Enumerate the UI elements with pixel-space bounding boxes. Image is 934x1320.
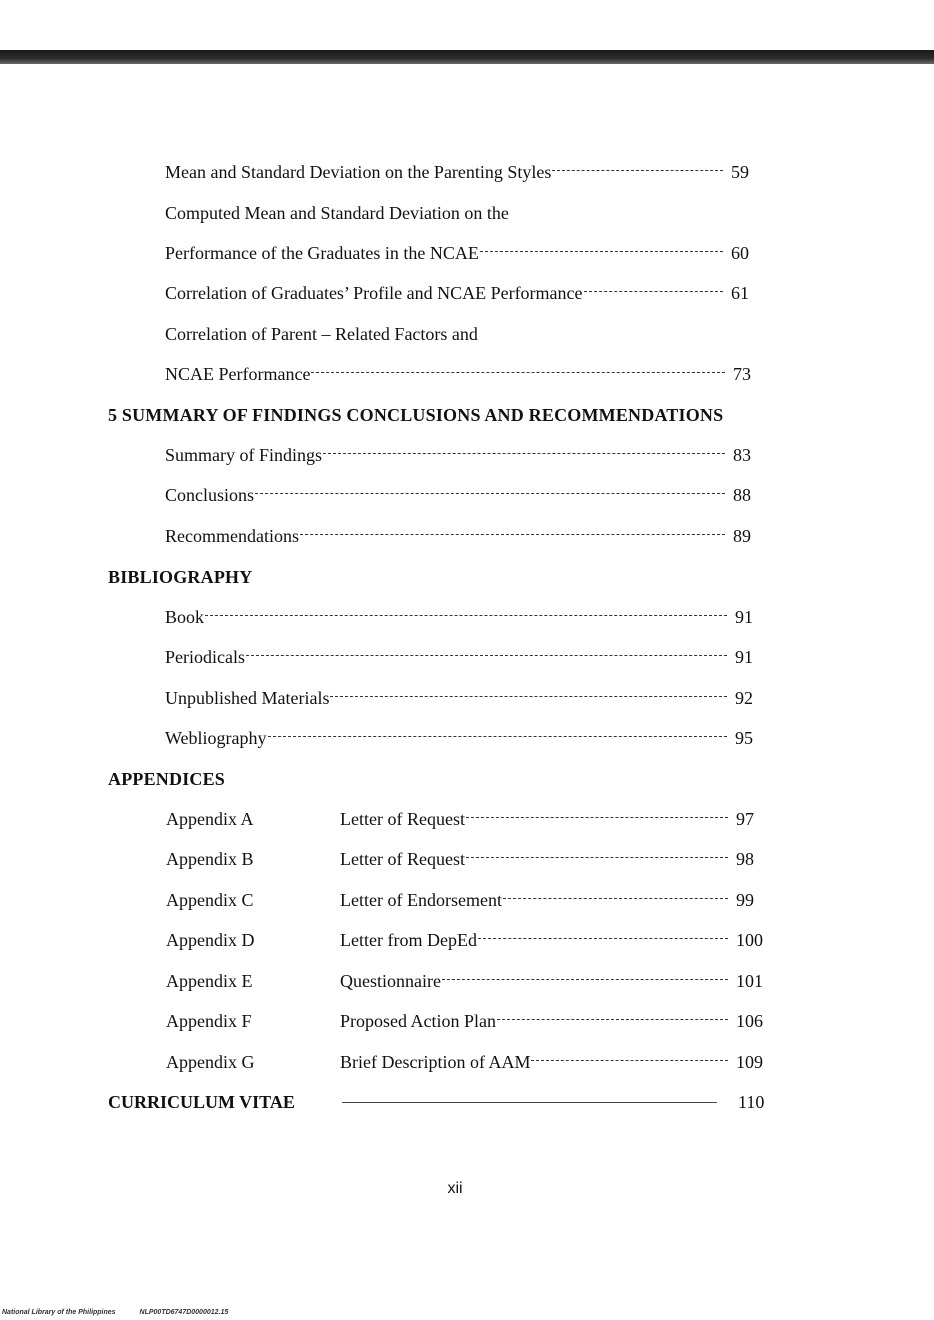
toc-entry-title: Computed Mean and Standard Deviation on the [165, 203, 509, 223]
toc-entry-page: 92 [735, 688, 753, 708]
toc-entry-page: 88 [733, 485, 751, 505]
dot-leader [330, 696, 727, 697]
toc-entry-title: Unpublished Materials [165, 688, 330, 708]
appendix-title: Brief Description of AAM [340, 1052, 531, 1072]
toc-entry-page: 61 [731, 283, 749, 303]
appendix-page: 100 [736, 930, 763, 950]
toc-entry-title: Webliography [165, 728, 267, 748]
appendix-entry[interactable] [166, 925, 776, 955]
toc-entry-page: 83 [733, 445, 751, 465]
chapter-5-heading[interactable]: 5 SUMMARY OF FINDINGS CONCLUSIONS AND RECOMMENDATIONS [108, 405, 724, 425]
toc-entry[interactable] [165, 480, 765, 510]
appendix-label: Appendix B [166, 849, 254, 869]
appendix-label: Appendix E [166, 971, 253, 991]
dot-leader [311, 372, 725, 373]
curriculum-vitae-heading: CURRICULUM VITAE [108, 1092, 295, 1112]
appendix-page: 98 [736, 849, 754, 869]
toc-entry[interactable] [165, 157, 763, 187]
appendix-label: Appendix D [166, 930, 255, 950]
toc-entry-title: Periodicals [165, 647, 245, 667]
appendix-page: 109 [736, 1052, 763, 1072]
appendix-title-line [340, 885, 776, 915]
appendix-title-line [340, 844, 776, 874]
toc-entry-page: 91 [735, 647, 753, 667]
leader-line [342, 1102, 717, 1103]
appendix-title-line [340, 804, 776, 834]
scan-footer-note [2, 1309, 228, 1316]
toc-entry-page: 59 [731, 162, 749, 182]
toc-entry[interactable] [165, 602, 767, 632]
dot-leader [246, 655, 727, 656]
dot-leader [268, 736, 727, 737]
dot-leader [531, 1060, 728, 1061]
appendix-entry[interactable] [166, 844, 776, 874]
dot-leader [478, 938, 728, 939]
appendix-title-line [340, 1006, 776, 1036]
toc-entry-title: Mean and Standard Deviation on the Parenting Styles [165, 162, 552, 182]
appendix-title: Letter of Endorsement [340, 890, 502, 910]
appendix-page: 106 [736, 1011, 763, 1031]
toc-entry[interactable] [165, 359, 765, 389]
toc-entry-title: Recommendations [165, 526, 299, 546]
toc-entry[interactable] [165, 642, 767, 672]
appendix-title: Letter from DepEd [340, 930, 477, 950]
appendix-entry[interactable] [166, 804, 776, 834]
toc-entry[interactable] [165, 521, 765, 551]
toc-entry[interactable] [165, 238, 763, 268]
toc-entry-title: Book [165, 607, 205, 627]
toc-entry-title: Correlation of Graduates’ Profile and NCAE Performance [165, 283, 583, 303]
appendix-page: 99 [736, 890, 754, 910]
appendix-page: 101 [736, 971, 763, 991]
appendix-label: Appendix G [166, 1052, 255, 1072]
appendices-heading[interactable]: APPENDICES [108, 769, 226, 789]
toc-entry-title: Performance of the Graduates in the NCAE [165, 243, 479, 263]
footer-library: National Library of the Philippines [2, 1309, 116, 1316]
page-number: xii [447, 1180, 463, 1197]
curriculum-vitae-page: 110 [738, 1092, 765, 1112]
appendix-entry[interactable] [166, 1006, 776, 1036]
appendix-title-line [340, 966, 776, 996]
dot-leader [497, 1019, 728, 1020]
appendix-entry[interactable] [166, 1047, 776, 1077]
appendix-title: Questionnaire [340, 971, 441, 991]
dot-leader [300, 534, 725, 535]
toc-entry-page: 73 [733, 364, 751, 384]
toc-entry-page: 60 [731, 243, 749, 263]
toc-entry[interactable] [165, 723, 767, 753]
toc-entry-title: Summary of Findings [165, 445, 323, 465]
toc-entry-page: 95 [735, 728, 753, 748]
toc-entry-page: 91 [735, 607, 753, 627]
dot-leader [323, 453, 725, 454]
dot-leader [466, 857, 728, 858]
dot-leader [503, 898, 728, 899]
toc-entry-title: Conclusions [165, 485, 255, 505]
dot-leader [584, 291, 723, 292]
toc-entry-title: Correlation of Parent – Related Factors and [165, 324, 478, 344]
appendix-label: Appendix A [166, 809, 254, 829]
toc-entry[interactable] [165, 683, 767, 713]
dot-leader [255, 493, 725, 494]
appendix-title: Proposed Action Plan [340, 1011, 496, 1031]
bibliography-heading[interactable]: BIBLIOGRAPHY [108, 567, 253, 587]
appendix-page: 97 [736, 809, 754, 829]
appendix-label: Appendix C [166, 890, 254, 910]
appendix-title-line [340, 1047, 776, 1077]
dot-leader [466, 817, 728, 818]
appendix-title: Letter of Request [340, 809, 465, 829]
toc-entry-title: NCAE Performance [165, 364, 311, 384]
dot-leader [442, 979, 728, 980]
footer-code: NLP00TD6747D0000012.15 [139, 1309, 229, 1316]
dot-leader [205, 615, 727, 616]
appendix-title: Letter of Request [340, 849, 465, 869]
appendix-title-line [340, 925, 776, 955]
curriculum-vitae-entry[interactable] [108, 1087, 778, 1117]
toc-entry[interactable] [165, 198, 509, 228]
appendix-label: Appendix F [166, 1011, 252, 1031]
dot-leader [552, 170, 723, 171]
toc-entry[interactable] [165, 440, 765, 470]
toc-entry[interactable] [165, 319, 478, 349]
appendix-entry[interactable] [166, 966, 776, 996]
dot-leader [480, 251, 723, 252]
toc-entry[interactable] [165, 278, 763, 308]
appendix-entry[interactable] [166, 885, 776, 915]
toc-entry-page: 89 [733, 526, 751, 546]
